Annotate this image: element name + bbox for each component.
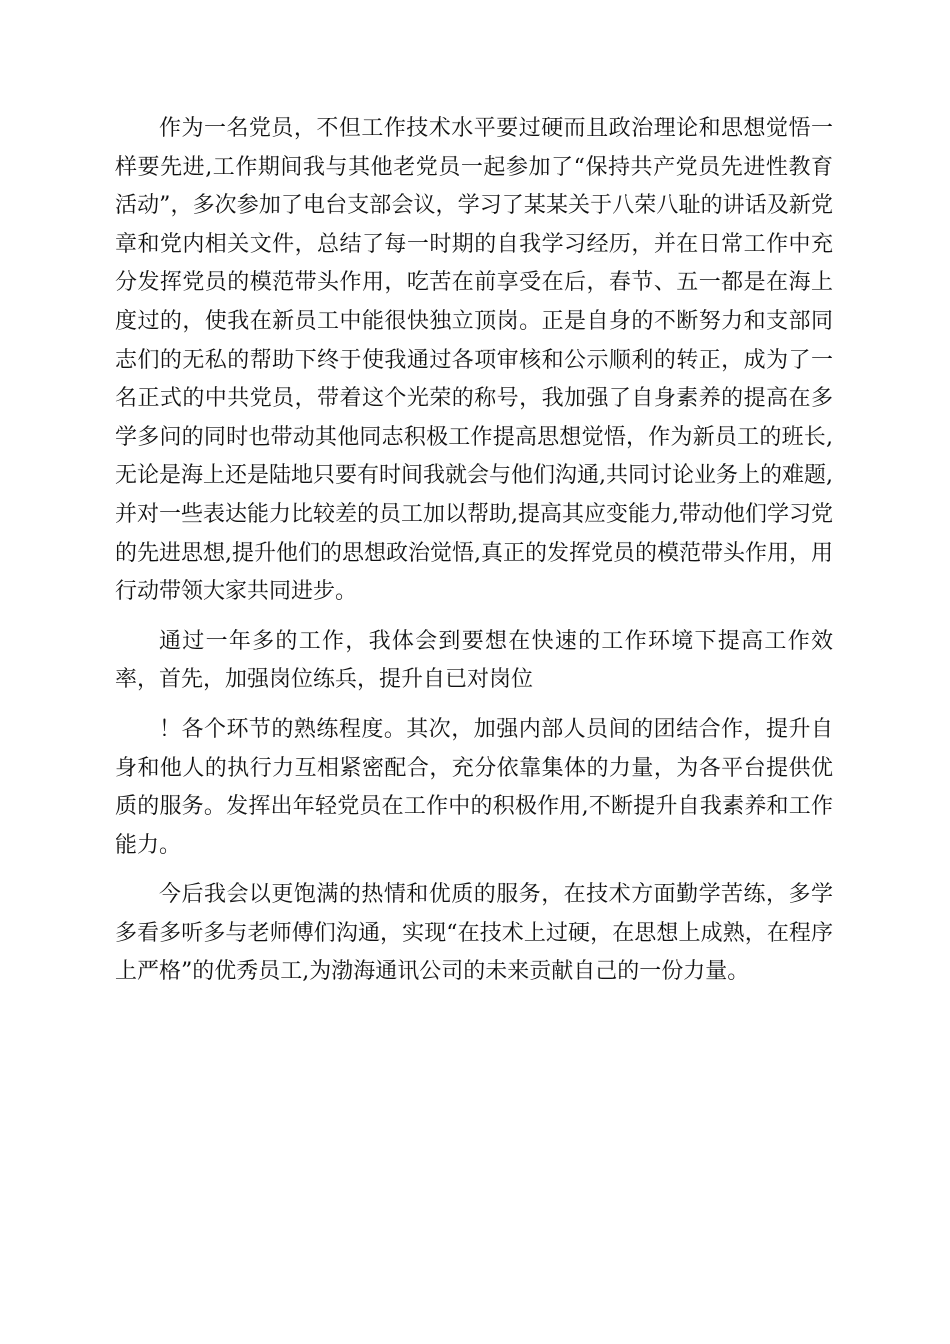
paragraph-work-experience: 通过一年多的工作，我体会到要想在快速的工作环境下提高工作效率，首先，加强岗位练兵，提升自已对岗位 xyxy=(115,628,833,693)
document-body xyxy=(115,110,833,992)
paragraph-party-member: 作为一名党员，不但工作技术水平要过硬而且政治理论和思想觉悟一样要先进,工作期间我与其他老党员一起参加了“保持共产党员先进性教育活动”，多次参加了电台支部会议，学习了某某关于八荣八耻的讲话及新党章和党内相关文件，总结了每一时期的自我学习经历，并在日常工作中充分发挥党员的模范带头作用，吃苦在前享受在后，春节、五一都是在海上度过的，使我在新员工中能很快独立顶岗。正是自身的不断努力和支部同志们的无私的帮助下终于使我通过各项审核和公示顺利的转正，成为了一名正式的中共党员，带着这个光荣的称号，我加强了自身素养的提高在多学多问的同时也带动其他同志积极工作提高思想觉悟，作为新员工的班长,无论是海上还是陆地只要有时间我就会与他们沟通,共同讨论业务上的难题,并对一些表达能力比较差的员工加以帮助,提高其应变能力,带动他们学习党的先进思想,提升他们的思想政治觉悟,真正的发挥党员的模范带头作用，用行动带领大家共同进步。 xyxy=(115,116,833,605)
paragraph-future-plans: 今后我会以更饱满的热情和优质的服务，在技术方面勤学苦练，多学多看多听多与老师傅们沟通，实现“在技术上过硬，在思想上成熟，在程序上严格”的优秀员工,为渤海通讯公司的未来贡献自己的一份力量。 xyxy=(115,882,833,985)
paragraph-teamwork: ！各个环节的熟练程度。其次，加强内部人员间的团结合作，提升自身和他人的执行力互相紧密配合，充分依靠集体的力量，为各平台提供优质的服务。发挥出年轻党员在工作中的积极作用,不断提升自我素养和工作能力。 xyxy=(115,716,833,858)
